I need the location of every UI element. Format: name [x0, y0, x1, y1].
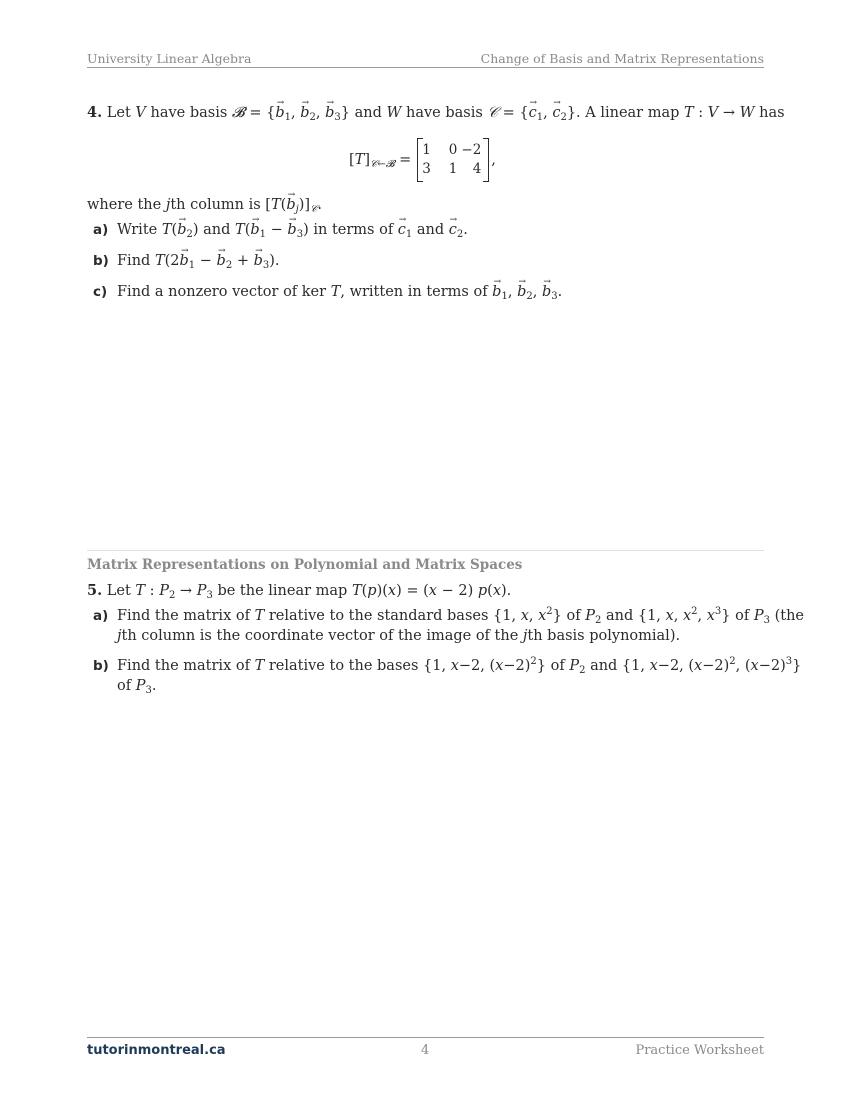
text: Find a nonzero vector of ker	[117, 284, 327, 300]
text: (the	[774, 608, 804, 624]
matrix-equation: $[T]_{𝒞\leftarrow 𝓑}$ = 1 0 −2 3 1 4 ,	[349, 137, 496, 183]
text: of	[566, 608, 581, 624]
text: and	[416, 222, 445, 238]
part-label: c)	[93, 284, 108, 300]
text: th column is	[170, 197, 261, 213]
text: relative to the standard bases	[268, 608, 489, 624]
text: Find	[117, 253, 151, 269]
problem-number: 5.	[87, 582, 103, 599]
text: and	[354, 105, 382, 121]
transformation-matrix	[417, 138, 489, 182]
text: has	[759, 105, 785, 121]
text: be the linear map	[217, 583, 348, 599]
part-label: b)	[93, 658, 109, 674]
problem-4-statement: 4. Let V have basis 𝓑 = {→ $b_1$, → $b_2$, → $b_3$} and W have basis 𝒞 = {→ $c_1$, → $c_2$}. A linear map T : V → W has	[87, 103, 785, 123]
part-label: a)	[93, 608, 109, 624]
text: where the	[87, 197, 162, 213]
text: Find the matrix of	[117, 608, 250, 624]
problem-5-statement: 5. Let T : $P_2 \to P_3$ be the linear map T(p)(x) = (x − 2) p(x).	[87, 582, 512, 601]
problem-number: 4.	[87, 104, 103, 121]
part-label: a)	[93, 222, 109, 238]
part-label: b)	[93, 253, 109, 269]
course-title: University Linear Algebra	[87, 51, 252, 66]
text: . A linear map	[576, 105, 680, 121]
matrix-entry: 4	[472, 161, 482, 177]
footer-divider	[87, 1037, 764, 1038]
text: Let	[106, 105, 131, 121]
text: Let	[106, 583, 131, 599]
matrix-entry: 0	[448, 142, 458, 158]
header-divider	[87, 67, 764, 68]
text: have basis	[406, 105, 483, 121]
matrix-entry: 1	[448, 161, 458, 177]
text: Write	[117, 222, 158, 238]
text: th basis polynomial).	[527, 628, 681, 644]
worksheet-page: University Linear Algebra Change of Basis and Matrix Representations 4. Let V have basis 𝓑 = {→ $b_1$, → $b_2$, → $b_3$} and W have basis 𝒞 = {→ $c_1$, → $c_2$}. A linear map T : V → W has $[T]_{𝒞\leftarrow 𝓑}$ = 1 0 −2 3 1 4 , where the jth column is $[T(\to b_j)]_𝒞$. a) Write $T(\to b_2)$ and $T(\to b_1$ − → $b_3$) in terms of → $c_1$ and → $c_2$. b) Find $T(2\to b_1$ − → $b_2$ + → $b_3$). c) Find a nonzero vector of ker T, written in terms of → $b_1$, → $b_2$, → $b_3$. Matrix Representations on Polynomial and Matrix Spaces 5. Let T : $P_2 \to P_3$ be the linear map T(p)(x) = (x − 2) p(x). a) Find the matrix of T relative to the standard bases {1, x, $x^2$} of $P_2$ and {1, x, $x^2$, $x^3$} of $P_3$ (the jth column is the coordinate vector of the image of the jth basis polynomial). b) Find the matrix of T relative to the bases {1, x−2, $(x-2)^2$} of $P_2$ and {1, x−2, $(x-2)^2$, $(x-2)^3$} of $P_3$. tutorinmontreal.ca 4 Practice Worksheet	[0, 0, 850, 1100]
text: relative to the bases	[268, 658, 419, 674]
text: of	[550, 658, 565, 674]
text: th column is the coordinate vector of the image of the	[121, 628, 519, 644]
column-definition: where the jth column is $[T(\to b_j)]_𝒞$.	[87, 195, 322, 215]
matrix-entry: 3	[422, 161, 431, 177]
text: of	[117, 678, 132, 694]
text: and	[605, 608, 634, 624]
text: in terms of	[313, 222, 394, 238]
text: and	[203, 222, 231, 238]
text: , written in terms of	[340, 284, 488, 300]
section-divider	[87, 550, 764, 551]
text: of	[735, 608, 750, 624]
matrix-entry: 1	[422, 142, 431, 158]
page-number: 4	[421, 1043, 430, 1058]
text: have basis	[150, 105, 228, 121]
site-link[interactable]: tutorinmontreal.ca	[87, 1043, 226, 1058]
matrix-entry: −2	[461, 142, 482, 158]
text: and	[590, 658, 618, 674]
chapter-title: Change of Basis and Matrix Representations	[480, 51, 764, 66]
text: Find the matrix of	[117, 658, 250, 674]
worksheet-label: Practice Worksheet	[635, 1043, 764, 1058]
section-title: Matrix Representations on Polynomial and Matrix Spaces	[87, 557, 523, 573]
